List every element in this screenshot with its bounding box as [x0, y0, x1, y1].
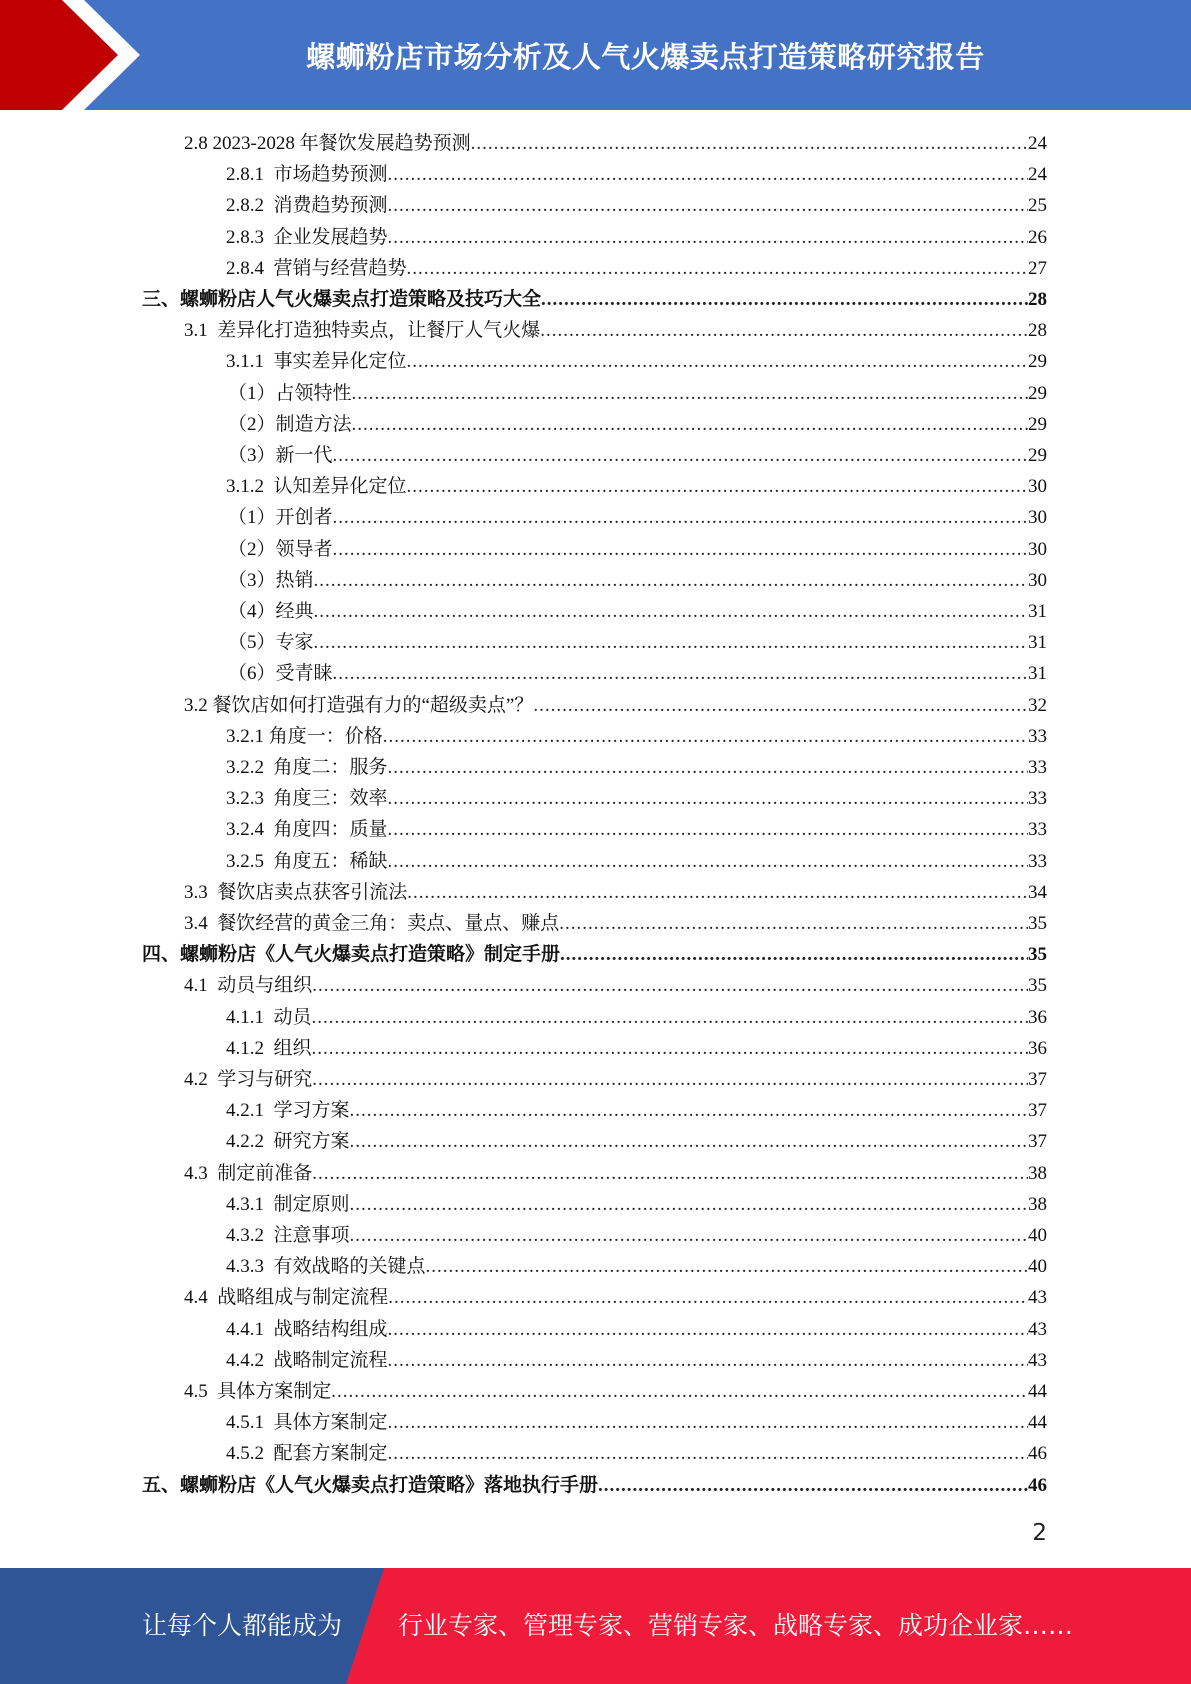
- document-title: 螺蛳粉店市场分析及人气火爆卖点打造策略研究报告: [306, 39, 985, 74]
- toc-entry-title: 4.2 学习与研究: [184, 1069, 313, 1090]
- toc-entry-page: 28: [1028, 289, 1047, 310]
- toc-entry-title: 4.5 具体方案制定: [184, 1381, 332, 1402]
- toc-entry-title: 4.3.1 制定原则: [226, 1193, 350, 1215]
- toc-entry-title: 3.3 餐饮店卖点获客引流法: [184, 881, 408, 903]
- toc-dot-leader: [426, 1251, 1028, 1282]
- toc-dot-leader: [560, 939, 1028, 970]
- toc-entry-page: 40: [1028, 1256, 1047, 1278]
- toc-dot-leader: [541, 284, 1028, 315]
- toc-entry[interactable]: [228, 627, 1047, 658]
- toc-entry-page: 28: [1028, 320, 1047, 342]
- toc-entry-page: 38: [1028, 1193, 1047, 1215]
- toc-entry[interactable]: [228, 565, 1047, 596]
- toc-dot-leader: [333, 658, 1028, 689]
- toc-entry-title: 4.3 制定前准备: [184, 1162, 313, 1184]
- toc-entry[interactable]: [226, 814, 1047, 845]
- toc-entry-page: 44: [1028, 1381, 1047, 1402]
- toc-entry-page: 31: [1028, 601, 1047, 622]
- toc-dot-leader: [331, 1376, 1028, 1407]
- toc-entry[interactable]: [142, 939, 1047, 970]
- toc-dot-leader: [314, 596, 1028, 627]
- page-number: 2: [1032, 1520, 1047, 1546]
- toc-dot-leader: [471, 128, 1028, 159]
- toc-entry-page: 24: [1028, 164, 1047, 186]
- toc-dot-leader: [383, 721, 1028, 752]
- toc-entry[interactable]: [226, 1345, 1047, 1376]
- toc-entry-title: 四、螺蛳粉店《人气火爆卖点打造策略》制定手册: [142, 944, 561, 966]
- toc-entry-page: 35: [1028, 975, 1047, 997]
- toc-entry-title: 3.1.1 事实差异化定位: [226, 351, 407, 373]
- toc-entry[interactable]: [184, 970, 1047, 1001]
- toc-dot-leader: [533, 690, 1028, 721]
- toc-entry-title: 4.2.2 研究方案: [226, 1131, 350, 1153]
- toc-entry[interactable]: [184, 1376, 1047, 1407]
- footer-slogan-right: 行业专家、管理专家、营销专家、战略专家、成功企业家……: [398, 1611, 1074, 1640]
- toc-entry[interactable]: [226, 253, 1047, 284]
- toc-entry[interactable]: [226, 1189, 1047, 1220]
- toc-entry-title: 4.4 战略组成与制定流程: [184, 1287, 389, 1309]
- toc-entry[interactable]: [226, 1438, 1047, 1469]
- toc-dot-leader: [388, 222, 1028, 253]
- toc-entry[interactable]: [184, 690, 1047, 721]
- toc-entry-title: 4.1.2 组织: [226, 1037, 312, 1059]
- toc-dot-leader: [388, 1345, 1028, 1376]
- toc-entry-title: 3.2.3 角度三：效率: [226, 788, 388, 810]
- toc-entry-title: 4.3.3 有效战略的关键点: [226, 1256, 426, 1278]
- toc-entry-page: 33: [1028, 819, 1047, 841]
- toc-entry-title: 4.1 动员与组织: [184, 975, 313, 997]
- toc-entry-page: 38: [1028, 1162, 1047, 1184]
- toc-entry[interactable]: [226, 346, 1047, 377]
- toc-dot-leader: [312, 1033, 1028, 1064]
- toc-dot-leader: [559, 908, 1028, 939]
- toc-entry-page: 29: [1028, 445, 1047, 466]
- toc-entry[interactable]: [228, 378, 1047, 409]
- toc-dot-leader: [350, 1189, 1028, 1220]
- toc-entry-title: 3.2.1 角度一：价格: [226, 725, 383, 747]
- toc-entry-page: 32: [1028, 694, 1047, 716]
- toc-entry[interactable]: [226, 1220, 1047, 1251]
- toc-entry[interactable]: [226, 783, 1047, 814]
- toc-dot-leader: [314, 627, 1028, 658]
- toc-entry-title: 4.5.2 配套方案制定: [226, 1443, 388, 1465]
- toc-dot-leader: [388, 752, 1028, 783]
- toc-dot-leader: [314, 565, 1028, 596]
- toc-entry-title: 4.4.1 战略结构组成: [226, 1318, 388, 1340]
- toc-entry[interactable]: [226, 752, 1047, 783]
- toc-entry-title: （3）新一代: [228, 445, 333, 466]
- toc-entry[interactable]: [226, 1095, 1047, 1126]
- toc-dot-leader: [352, 409, 1028, 440]
- toc-entry-title: 2.8.1 市场趋势预测: [226, 164, 388, 186]
- toc-entry-page: 35: [1028, 944, 1047, 966]
- toc-dot-leader: [350, 1126, 1028, 1157]
- toc-entry[interactable]: [226, 1314, 1047, 1345]
- toc-entry-title: 3.2.4 角度四：质量: [226, 819, 388, 841]
- toc-dot-leader: [333, 502, 1028, 533]
- toc-dot-leader: [388, 1407, 1028, 1438]
- toc-entry-page: 29: [1028, 413, 1047, 435]
- toc-entry-page: 27: [1028, 257, 1047, 279]
- toc-dot-leader: [388, 190, 1028, 221]
- toc-entry-page: 37: [1028, 1100, 1047, 1122]
- toc-entry-title: （5）专家: [228, 632, 314, 654]
- toc-entry-page: 33: [1028, 725, 1047, 747]
- toc-dot-leader: [388, 159, 1028, 190]
- toc-dot-leader: [388, 846, 1028, 877]
- toc-entry-page: 46: [1028, 1474, 1047, 1496]
- toc-dot-leader: [407, 471, 1028, 502]
- toc-entry-title: 2.8.4 营销与经营趋势: [226, 257, 407, 279]
- toc-entry-title: （2）领导者: [228, 538, 333, 560]
- toc-entry-page: 35: [1028, 913, 1047, 934]
- toc-entry-page: 33: [1028, 850, 1047, 872]
- toc-entry-page: 43: [1028, 1287, 1047, 1309]
- toc-entry-page: 34: [1028, 881, 1047, 903]
- toc-entry[interactable]: [226, 721, 1047, 752]
- toc-dot-leader: [407, 346, 1028, 377]
- toc-entry[interactable]: [184, 877, 1047, 908]
- toc-entry[interactable]: [184, 908, 1047, 939]
- toc-entry-title: 2.8 2023-2028 年餐饮发展趋势预测: [184, 133, 471, 154]
- toc-entry[interactable]: [142, 284, 1047, 315]
- toc-entry-title: 2.8.3 企业发展趋势: [226, 226, 388, 248]
- page-footer: [0, 1568, 1191, 1684]
- toc-dot-leader: [388, 1438, 1028, 1469]
- toc-dot-leader: [333, 534, 1028, 565]
- toc-dot-leader: [333, 440, 1028, 471]
- toc-entry-page: 29: [1028, 351, 1047, 373]
- toc-entry-page: 30: [1028, 476, 1047, 498]
- toc-dot-leader: [407, 877, 1028, 908]
- toc-dot-leader: [312, 1158, 1028, 1189]
- toc-dot-leader: [540, 315, 1028, 346]
- toc-entry-title: 2.8.2 消费趋势预测: [226, 195, 388, 217]
- toc-entry-page: 25: [1028, 195, 1047, 217]
- toc-entry-page: 31: [1028, 663, 1047, 685]
- toc-dot-leader: [312, 1002, 1028, 1033]
- toc-entry-title: 3.4 餐饮经营的黄金三角：卖点、量点、赚点: [184, 913, 560, 934]
- toc-entry[interactable]: [226, 190, 1047, 221]
- toc-entry-page: 40: [1028, 1225, 1047, 1246]
- page-header: [0, 0, 1191, 110]
- toc-entry-title: （3）热销: [228, 569, 314, 591]
- toc-dot-leader: [350, 1220, 1028, 1251]
- toc-entry-title: 三、螺蛳粉店人气火爆卖点打造策略及技巧大全: [142, 289, 542, 310]
- toc-entry-page: 46: [1028, 1443, 1047, 1465]
- toc-entry-page: 29: [1028, 382, 1047, 404]
- toc-dot-leader: [352, 378, 1028, 409]
- toc-dot-leader: [388, 783, 1028, 814]
- toc-entry[interactable]: [228, 658, 1047, 689]
- toc-entry[interactable]: [226, 1033, 1047, 1064]
- toc-entry-page: 37: [1028, 1131, 1047, 1153]
- toc-entry[interactable]: [226, 846, 1047, 877]
- toc-entry-title: 4.1.1 动员: [226, 1006, 312, 1028]
- toc-entry-page: 44: [1028, 1412, 1047, 1434]
- toc-entry-title: （1）开创者: [228, 507, 333, 529]
- toc-entry-page: 31: [1028, 632, 1047, 654]
- toc-entry-title: 五、螺蛳粉店《人气火爆卖点打造策略》落地执行手册: [142, 1474, 599, 1496]
- toc-entry-title: 3.2.5 角度五：稀缺: [226, 850, 388, 872]
- toc-entry-page: 36: [1028, 1037, 1047, 1059]
- toc-entry[interactable]: [226, 471, 1047, 502]
- toc-entry-title: （1）占领特性: [228, 382, 352, 404]
- toc-entry[interactable]: [228, 502, 1047, 533]
- footer-slogan-left: 让每个人都能成为: [142, 1611, 343, 1640]
- toc-dot-leader: [407, 253, 1028, 284]
- toc-entry-title: 4.2.1 学习方案: [226, 1100, 350, 1122]
- toc-entry-page: 30: [1028, 569, 1047, 591]
- toc-entry-page: 43: [1028, 1318, 1047, 1340]
- toc-entry[interactable]: [184, 1158, 1047, 1189]
- toc-entry-page: 33: [1028, 757, 1047, 778]
- toc-entry-page: 33: [1028, 788, 1047, 810]
- toc-dot-leader: [312, 970, 1028, 1001]
- toc-entry-page: 36: [1028, 1006, 1047, 1028]
- toc-dot-leader: [312, 1064, 1028, 1095]
- toc-entry[interactable]: [142, 1470, 1047, 1501]
- toc-entry-page: 24: [1028, 133, 1047, 154]
- toc-entry[interactable]: [228, 440, 1047, 471]
- toc-entry-page: 26: [1028, 226, 1047, 248]
- toc-entry-title: 3.1.2 认知差异化定位: [226, 476, 407, 498]
- toc-entry[interactable]: [226, 1251, 1047, 1282]
- toc-entry-page: 30: [1028, 507, 1047, 529]
- toc-entry-title: 3.2 餐饮店如何打造强有力的“超级卖点”？: [184, 694, 534, 716]
- toc-entry-title: （2）制造方法: [228, 413, 352, 435]
- toc-dot-leader: [598, 1470, 1028, 1501]
- toc-entry[interactable]: [184, 315, 1047, 346]
- toc-entry[interactable]: [226, 222, 1047, 253]
- toc-entry[interactable]: [228, 596, 1047, 627]
- toc-dot-leader: [388, 1282, 1028, 1313]
- toc-entry-title: 3.2.2 角度二：服务: [226, 757, 388, 778]
- toc-entry[interactable]: [184, 1064, 1047, 1095]
- toc-entry-title: （4）经典: [228, 601, 314, 622]
- toc-entry[interactable]: [184, 128, 1047, 159]
- toc-dot-leader: [388, 1314, 1028, 1345]
- toc-dot-leader: [388, 814, 1028, 845]
- toc-entry[interactable]: [226, 1002, 1047, 1033]
- toc-entry-page: 30: [1028, 538, 1047, 560]
- toc-entry[interactable]: [226, 1126, 1047, 1157]
- toc-entry-page: 37: [1028, 1069, 1047, 1090]
- toc-entry-title: 4.4.2 战略制定流程: [226, 1349, 388, 1371]
- toc-entry-title: 4.3.2 注意事项: [226, 1225, 350, 1246]
- toc-entry[interactable]: [226, 159, 1047, 190]
- toc-entry-page: 43: [1028, 1349, 1047, 1371]
- toc-entry-title: （6）受青睐: [228, 663, 333, 685]
- toc-entry-title: 4.5.1 具体方案制定: [226, 1412, 388, 1434]
- toc-entry[interactable]: [228, 534, 1047, 565]
- toc-dot-leader: [350, 1095, 1028, 1126]
- toc-entry[interactable]: [184, 1282, 1047, 1313]
- toc-entry[interactable]: [228, 409, 1047, 440]
- toc-entry-title: 3.1 差异化打造独特卖点，让餐厅人气火爆: [184, 320, 541, 342]
- toc-entry[interactable]: [226, 1407, 1047, 1438]
